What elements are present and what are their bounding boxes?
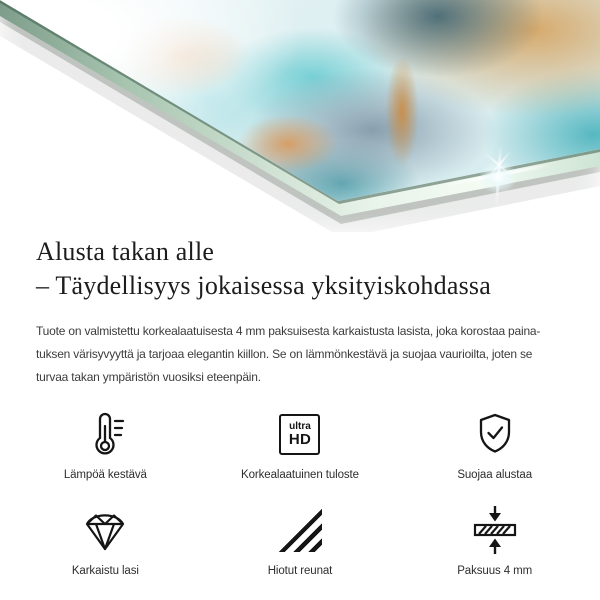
page-title-line1: Alusta takan alle bbox=[36, 237, 215, 266]
feature-polished-edges bbox=[203, 505, 398, 577]
thickness-icon bbox=[471, 505, 519, 555]
polished-edges-icon bbox=[278, 505, 322, 555]
description-line: tuksen värisyvyyttä ja tarjoaa elegantin kiillon. Se on lämmönkestävä ja suojaa vaurioilta, joten se bbox=[36, 347, 533, 362]
product-photo bbox=[0, 0, 600, 232]
feature-thickness bbox=[397, 505, 592, 577]
product-description bbox=[36, 320, 566, 389]
diamond-icon bbox=[81, 505, 129, 555]
ultra-hd-text-top: ultra bbox=[289, 420, 311, 432]
ultra-hd-text-bottom: HD bbox=[288, 430, 312, 448]
ultra-hd-icon bbox=[279, 409, 320, 459]
feature-label: Korkealaatuinen tuloste bbox=[241, 469, 359, 482]
description-line: Tuote on valmistettu korkealaatuisesta 4 mm paksuisesta karkaistusta lasista, joka korostaa paina- bbox=[36, 324, 541, 339]
feature-print-quality bbox=[203, 409, 398, 481]
page-title-line2: – Täydellisyys jokaisessa yksityiskohdassa bbox=[36, 271, 491, 300]
page-title bbox=[36, 235, 566, 303]
feature-label: Paksuus 4 mm bbox=[457, 565, 533, 578]
feature-tempered-glass bbox=[8, 505, 203, 577]
feature-protects-surface bbox=[397, 409, 592, 481]
shield-check-icon bbox=[471, 409, 519, 459]
thermometer-icon bbox=[81, 409, 129, 459]
feature-label: Lämpöä kestävä bbox=[63, 469, 147, 482]
feature-label: Karkaistu lasi bbox=[71, 565, 139, 578]
description-section bbox=[0, 235, 600, 389]
feature-heat-resistant bbox=[8, 409, 203, 481]
description-line: turvaa takan ympäristön vuosiksi eteenpäin. bbox=[36, 370, 261, 385]
feature-label: Suojaa alustaa bbox=[457, 469, 532, 482]
feature-label: Hiotut reunat bbox=[267, 565, 333, 578]
feature-grid bbox=[0, 409, 600, 577]
